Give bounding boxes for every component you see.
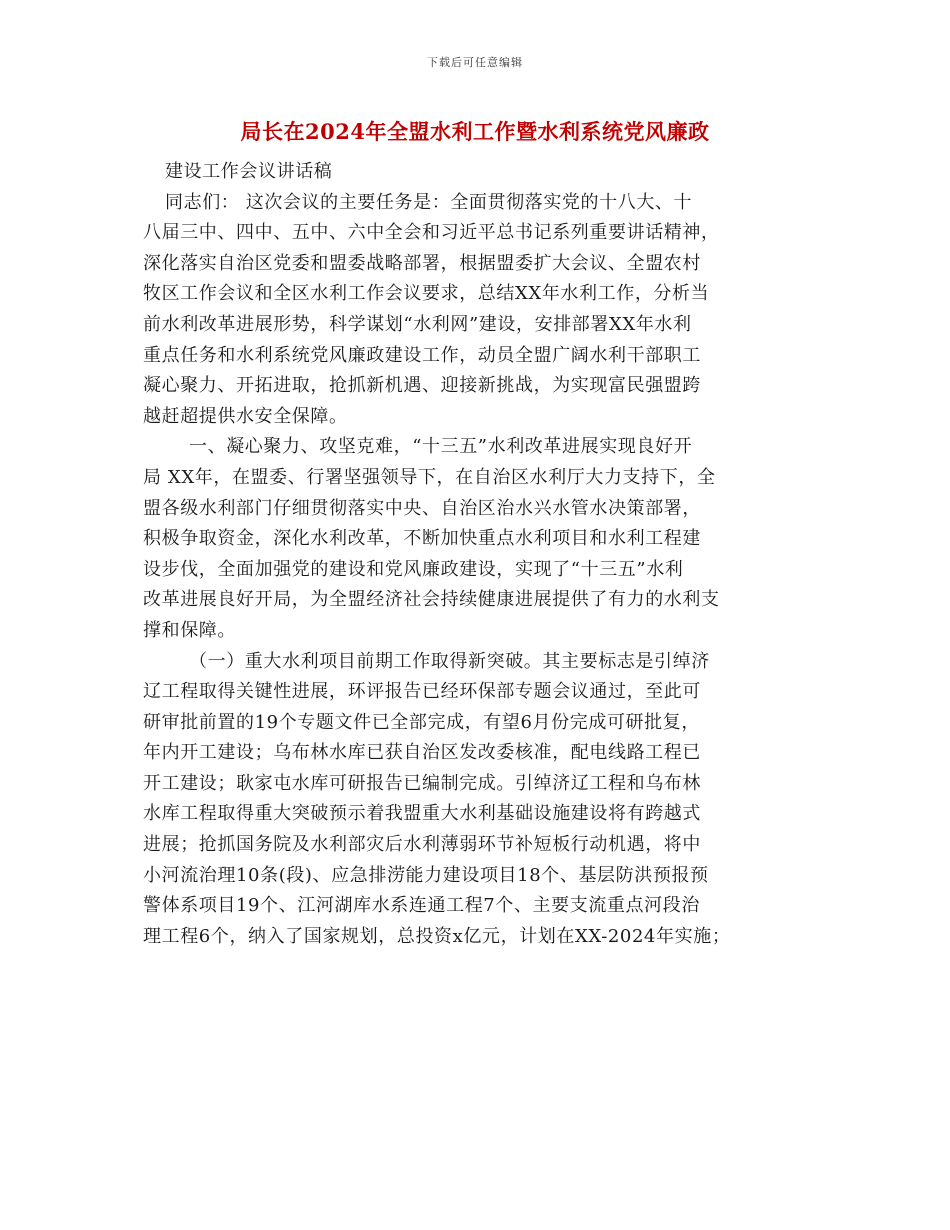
body-line: 八届三中、四中、五中、六中全会和习近平总书记系列重要讲话精神， xyxy=(143,222,720,244)
body-line: 理工程6个，纳入了国家规划，总投资x亿元，计划在XX-2024年实施； xyxy=(143,925,731,947)
body-line: 前水利改革进展形势，科学谋划“水利网”建设，安排部署XX年水利 xyxy=(143,313,692,335)
body-line: 改革进展良好开局，为全盟经济社会持续健康进展提供了有力的水利支 xyxy=(143,589,720,611)
section-heading-line: 一、凝心聚力、攻坚克难，“十三五”水利改革进展实现良好开 xyxy=(189,436,693,458)
body-line: 进展；抢抓国务院及水利部灾后水利薄弱环节补短板行动机遇，将中 xyxy=(143,834,701,856)
body-line: 年内开工建设；乌布林水库已获自治区发改委核准，配电线路工程已 xyxy=(143,742,701,764)
document-body xyxy=(143,157,823,952)
body-line: 深化落实自治区党委和盟委战略部署，根据盟委扩大会议、全盟农村 xyxy=(143,252,701,274)
body-line: 小河流治理10条(段)、应急排涝能力建设项目18个、基层防洪预报预 xyxy=(143,864,709,886)
body-line: 撑和保障。 xyxy=(143,619,236,641)
body-line: 越赶超提供水安全保障。 xyxy=(143,405,348,427)
body-line: 牧区工作会议和全区水利工作会议要求，总结XX年水利工作，分析当 xyxy=(143,283,710,305)
document-title: 局长在2024年全盟水利工作暨水利系统党风廉政 xyxy=(240,119,710,144)
body-line: 盟各级水利部门仔细贯彻落实中央、自治区治水兴水管水决策部署， xyxy=(143,497,701,519)
subsection-heading-line: （一）重大水利项目前期工作取得新突破。其主要标志是引绰济 xyxy=(189,650,710,672)
body-line: 研审批前置的19个专题文件已全部完成，有望6月份完成可研批复， xyxy=(143,711,700,733)
body-line: 警体系项目19个、江河湖库水系连通工程7个、主要支流重点河段治 xyxy=(143,895,700,917)
header-note: 下载后可任意编辑 xyxy=(427,56,523,69)
body-line: 同志们： 这次会议的主要任务是：全面贯彻落实党的十八大、十 xyxy=(165,191,693,213)
body-line: 积极争取资金，深化水利改革，不断加快重点水利项目和水利工程建 xyxy=(143,528,701,550)
body-line: 凝心聚力、开拓进取，抢抓新机遇、迎接新挑战，为实现富民强盟跨 xyxy=(143,375,701,397)
body-line: 辽工程取得关键性进展，环评报告已经环保部专题会议通过，至此可 xyxy=(143,681,701,703)
body-line: 重点任务和水利系统党风廉政建设工作，动员全盟广阔水利干部职工 xyxy=(143,344,701,366)
body-line: 水库工程取得重大突破预示着我盟重大水利基础设施建设将有跨越式 xyxy=(143,803,701,825)
body-line: 开工建设；耿家屯水库可研报告已编制完成。引绰济辽工程和乌布林 xyxy=(143,772,701,794)
body-line: 局 XX年，在盟委、行署坚强领导下，在自治区水利厅大力支持下，全 xyxy=(143,466,716,488)
body-line: 设步伐，全面加强党的建设和党风廉政建设，实现了“十三五”水利 xyxy=(143,558,684,580)
title-continuation: 建设工作会议讲话稿 xyxy=(165,161,333,182)
